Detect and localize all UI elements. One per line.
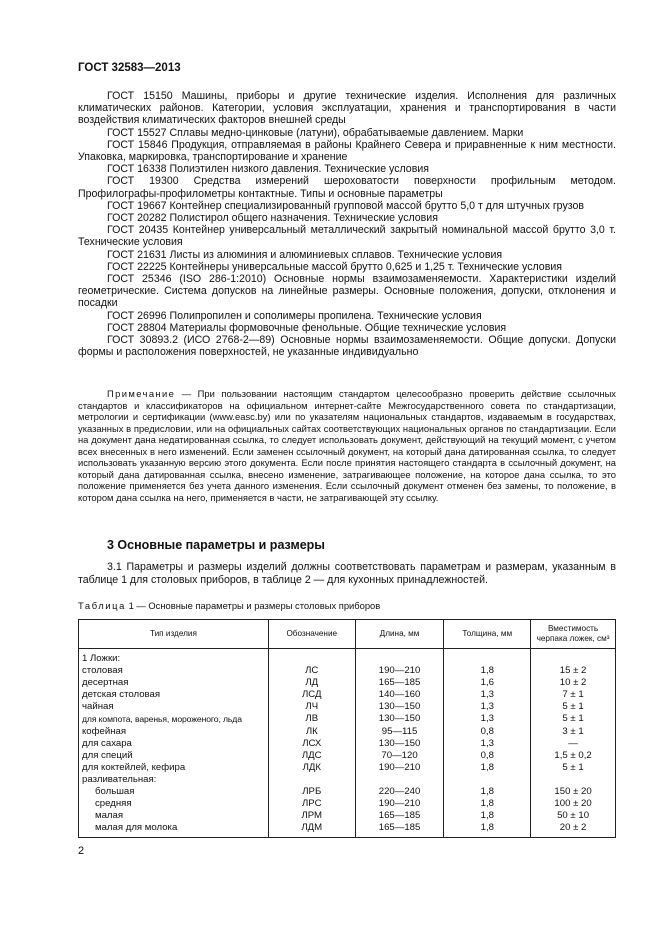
cell-name: малая <box>79 810 269 822</box>
table-row <box>79 750 616 762</box>
cell-code: ЛВ <box>268 713 355 725</box>
cell-length: 165—185 <box>355 822 444 838</box>
header-capacity: Вместимость черпака ложек, см³ <box>531 620 616 649</box>
cell-capacity: 100 ± 20 <box>531 798 616 810</box>
cell-code: ЛРБ <box>268 786 355 798</box>
reference-item: ГОСТ 28804 Материалы формовочные фенольные. Общие технические условия <box>107 321 507 334</box>
note-label: Примечание <box>107 388 176 399</box>
cell-name: детская столовая <box>79 689 269 701</box>
cell-thickness: 1,8 <box>444 798 531 810</box>
table-row <box>79 701 616 713</box>
cell-capacity <box>531 774 616 786</box>
cell-thickness: 1,3 <box>444 689 531 701</box>
cell-thickness: 1,3 <box>444 701 531 713</box>
cell-code: ЛРС <box>268 798 355 810</box>
cell-capacity: 10 ± 2 <box>531 677 616 689</box>
document-header: ГОСТ 32583—2013 <box>78 62 181 74</box>
cell-name: чайная <box>79 701 269 713</box>
cell-length: 130—150 <box>355 701 444 713</box>
references-note <box>78 388 616 503</box>
cell-name: для коктейлей, кефира <box>79 762 269 774</box>
cell-name: для компота, варенья, мороженого, льда <box>79 713 269 725</box>
note-paragraph <box>78 388 616 503</box>
cell-length: 140—160 <box>355 689 444 701</box>
reference-item: ГОСТ 15846 Продукция, отправляемая в районы Крайнего Севера и приравненные к ним местности. Упаковка, маркировка, транспортирование и хранение <box>78 138 616 164</box>
section-paragraph <box>78 561 616 586</box>
cell-length <box>355 649 444 666</box>
reference-item: ГОСТ 19300 Средства измерений шероховатости поверхности профильным методом. Профилографы-профилометры контактные. Типы и основные параметры <box>78 175 616 200</box>
cell-name: малая для молока <box>79 822 269 838</box>
cell-thickness: 0,8 <box>444 750 531 762</box>
cell-code: ЛДМ <box>268 822 355 838</box>
cell-code: ЛСХ <box>268 738 355 750</box>
cell-thickness: 1,8 <box>444 822 531 838</box>
header-item-type: Тип изделия <box>79 620 269 649</box>
cell-capacity: 1,5 ± 0,2 <box>531 750 616 762</box>
cell-capacity: 50 ± 10 <box>531 810 616 822</box>
paragraph-text: 3.1 Параметры и размеры изделий должны соответствовать параметрам и размерам, указанным в таблице 1 для столовых приборов, в таблице 2 — для кухонных принадлежностей. <box>78 561 616 586</box>
cell-length: 190—210 <box>355 665 444 677</box>
reference-item: ГОСТ 16338 Полиэтилен низкого давления. Технические условия <box>107 163 429 176</box>
table-row <box>79 689 616 701</box>
page-number: 2 <box>78 845 85 857</box>
header-designation: Обозначение <box>268 620 355 649</box>
reference-item: ГОСТ 21631 Листы из алюминия и алюминиевых сплавов. Технические условия <box>107 248 503 261</box>
cell-thickness <box>444 649 531 666</box>
cell-length: 95—115 <box>355 726 444 738</box>
cell-capacity <box>531 649 616 666</box>
parameters-table <box>78 619 616 838</box>
cell-name: большая <box>79 786 269 798</box>
section-title: 3 Основные параметры и размеры <box>107 538 325 552</box>
table-row <box>79 649 616 666</box>
cell-capacity: 7 ± 1 <box>531 689 616 701</box>
cell-code <box>268 649 355 666</box>
cell-code: ЛДК <box>268 762 355 774</box>
cell-name: столовая <box>79 665 269 677</box>
note-text: — При пользовании настоящим стандартом целесообразно проверить действие ссылочных стандартов и классификаторов на официальном интернет-сайте Межгосударственного совета по стандартизации, метрологии и сертификации (www.easc.by) или по указателям национальных стандартов, издаваемым в государствах, указанных в предисловии, или на официальных сайтах соответствующих национальных органов по стандартизации. Если на документ дана недатированная ссылка, то следует использовать документ, действующий на текущий момент, с учетом всех внесенных в него изменений. Если заменен ссылочный документ, на который дана датированная ссылка, то следует использовать указанную версию этого документа. Если после принятия настоящего стандарта в ссылочный документ, на который дана датированная ссылка, внесено изменение, затрагивающее положение, на которое дана ссылка, то это положение применяется без учета данного изменения. Если ссылочный документ отменен без замены, то положение, в котором дана ссылка на него, применяется в части, не затрагивающей эту ссылку. <box>78 388 616 503</box>
table-row <box>79 822 616 838</box>
cell-code: ЛДС <box>268 750 355 762</box>
cell-thickness: 1,6 <box>444 677 531 689</box>
cell-length: 220—240 <box>355 786 444 798</box>
cell-thickness: 1,8 <box>444 810 531 822</box>
reference-item: ГОСТ 15527 Сплавы медно-цинковые (латуни), обрабатываемые давлением. Марки <box>107 126 524 139</box>
reference-item: ГОСТ 26996 Полипропилен и сополимеры пропилена. Технические условия <box>107 309 482 322</box>
table-row <box>79 738 616 750</box>
cell-length: 165—185 <box>355 677 444 689</box>
reference-item: ГОСТ 22225 Контейнеры универсальные массой брутто 0,625 и 1,25 т. Технические условия <box>107 260 562 273</box>
cell-code: ЛЧ <box>268 701 355 713</box>
cell-length: 165—185 <box>355 810 444 822</box>
cell-length <box>355 774 444 786</box>
cell-name: десертная <box>79 677 269 689</box>
header-length: Длина, мм <box>355 620 444 649</box>
table-caption-text: 1 — Основные параметры и размеры столовых приборов <box>125 600 381 611</box>
table-row <box>79 786 616 798</box>
cell-name: разливательная: <box>79 774 269 786</box>
header-thickness: Толщина, мм <box>444 620 531 649</box>
cell-thickness: 0,8 <box>444 726 531 738</box>
cell-code <box>268 774 355 786</box>
table-caption <box>78 600 380 611</box>
cell-thickness: 1,3 <box>444 713 531 725</box>
cell-thickness: 1,3 <box>444 738 531 750</box>
table-row <box>79 726 616 738</box>
cell-thickness: 1,8 <box>444 786 531 798</box>
cell-name: для сахара <box>79 738 269 750</box>
cell-capacity: 3 ± 1 <box>531 726 616 738</box>
table-header-row <box>79 620 616 649</box>
reference-item: ГОСТ 30893.2 (ИСО 2768-2—89) Основные нормы взаимозаменяемости. Общие допуски. Допуски формы и расположения поверхностей, не указанные индивидуально <box>78 334 616 359</box>
cell-capacity: 5 ± 1 <box>531 762 616 774</box>
cell-capacity: 5 ± 1 <box>531 713 616 725</box>
table-row <box>79 665 616 677</box>
table-row <box>79 713 616 725</box>
cell-capacity: 15 ± 2 <box>531 665 616 677</box>
cell-capacity: — <box>531 738 616 750</box>
reference-item: ГОСТ 20435 Контейнер универсальный металлический закрытый номинальной массой брутто 3,0 т. Технические условия <box>78 224 616 249</box>
reference-item: ГОСТ 25346 (ISO 286-1:2010) Основные нормы взаимозаменяемости. Характеристики изделий геометрические. Система допусков на линейные размеры. Основные положения, допуски, отклонения и посадки <box>78 273 616 310</box>
cell-thickness: 1,8 <box>444 665 531 677</box>
table-row <box>79 810 616 822</box>
cell-name: 1 Ложки: <box>79 649 269 666</box>
reference-item: ГОСТ 15150 Машины, приборы и другие технические изделия. Исполнения для различных климатических районов. Категории, условия эксплуатации, хранения и транспортирования в части воздействия климатических факторов внешней среды <box>78 90 616 127</box>
cell-code: ЛСД <box>268 689 355 701</box>
cell-code: ЛРМ <box>268 810 355 822</box>
cell-capacity: 5 ± 1 <box>531 701 616 713</box>
cell-code: ЛК <box>268 726 355 738</box>
cell-thickness: 1,8 <box>444 762 531 774</box>
cell-length: 190—210 <box>355 762 444 774</box>
reference-item: ГОСТ 20282 Полистирол общего назначения. Технические условия <box>107 212 438 225</box>
cell-name: для специй <box>79 750 269 762</box>
cell-code: ЛС <box>268 665 355 677</box>
cell-name: кофейная <box>79 726 269 738</box>
normative-references-list <box>78 90 616 358</box>
cell-length: 130—150 <box>355 713 444 725</box>
table-row <box>79 762 616 774</box>
cell-code: ЛД <box>268 677 355 689</box>
cell-capacity: 20 ± 2 <box>531 822 616 838</box>
cell-length: 70—120 <box>355 750 444 762</box>
table-row <box>79 677 616 689</box>
cell-length: 190—210 <box>355 798 444 810</box>
table-row <box>79 774 616 786</box>
table-row <box>79 798 616 810</box>
table-caption-label: Таблица <box>78 600 126 611</box>
cell-thickness <box>444 774 531 786</box>
cell-name: средняя <box>79 798 269 810</box>
cell-capacity: 150 ± 20 <box>531 786 616 798</box>
cell-length: 130—150 <box>355 738 444 750</box>
reference-item: ГОСТ 19667 Контейнер специализированный групповой массой брутто 5,0 т для штучных грузов <box>107 199 585 212</box>
